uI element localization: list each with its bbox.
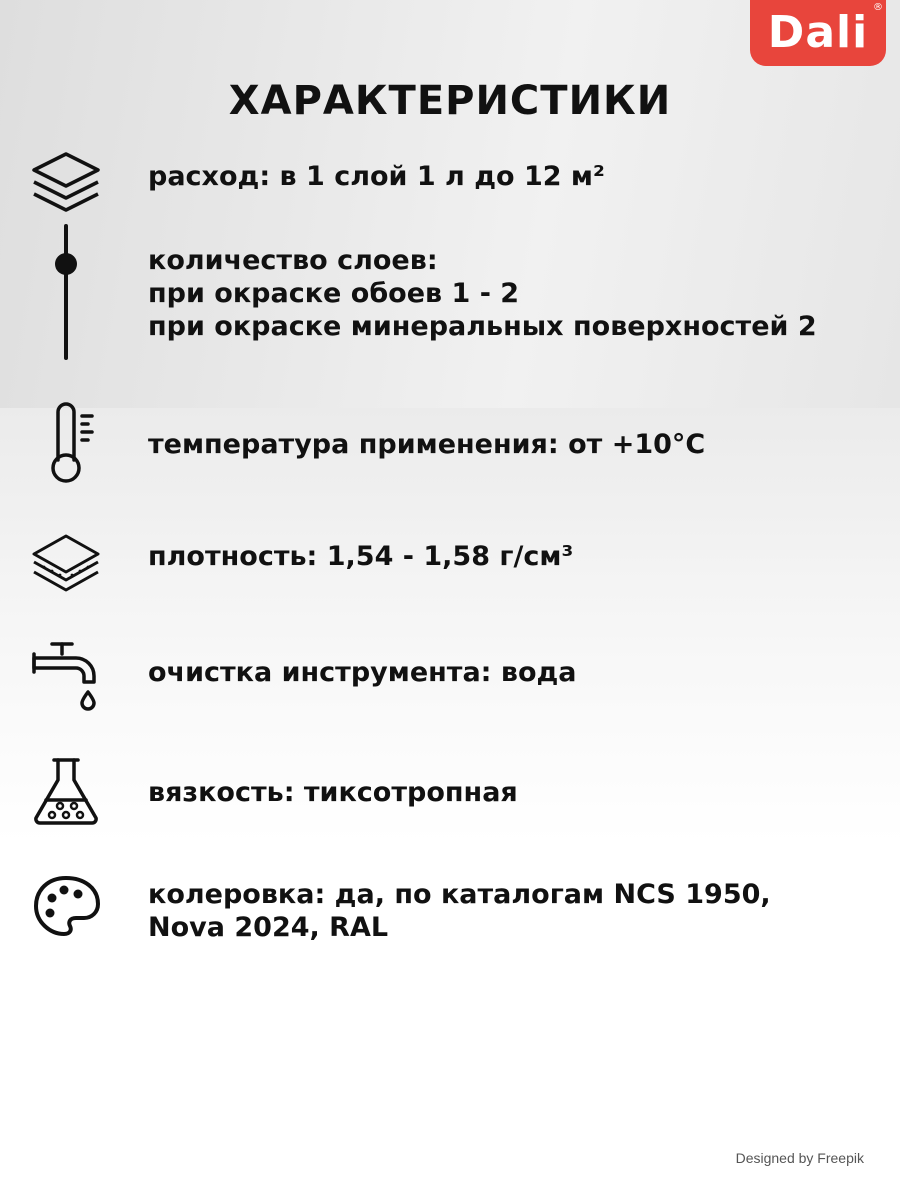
spec-viscosity-line: вязкость: тиксотропная xyxy=(148,777,518,808)
spec-density-line: плотность: 1,54 - 1,58 г/см³ xyxy=(148,541,574,572)
logo-text: Dali xyxy=(767,6,869,58)
layers-icon xyxy=(28,150,104,222)
spec-text xyxy=(148,878,771,944)
spec-text xyxy=(148,656,577,689)
faucet-icon xyxy=(28,636,104,716)
spec-text xyxy=(148,776,518,809)
flask-icon xyxy=(28,756,104,826)
spec-temperature-line: температура применения: от +10°C xyxy=(148,429,706,460)
spec-text xyxy=(148,160,605,193)
spec-consumption-line: расход: в 1 слой 1 л до 12 м² xyxy=(148,161,605,192)
spec-tinting-line1: колеровка: да, по каталогам NCS 1950, xyxy=(148,879,771,910)
spec-text xyxy=(148,428,705,461)
layer-count-icon xyxy=(28,222,104,362)
palette-icon xyxy=(28,872,104,942)
image-credit: Designed by Freepik xyxy=(735,1150,864,1166)
thermometer-icon xyxy=(28,402,104,486)
spec-layers-mineral: при окраске минеральных поверхностей 2 xyxy=(148,311,817,342)
spec-layers-title: количество слоев: xyxy=(148,245,438,276)
spec-text xyxy=(148,540,573,573)
spec-cleaning-line: очистка инструмента: вода xyxy=(148,657,577,688)
brand-logo xyxy=(750,0,886,66)
spec-tinting-line2: Nova 2024, RAL xyxy=(148,912,389,943)
registered-mark: ® xyxy=(873,2,883,13)
spec-text xyxy=(148,244,817,343)
page-title: ХАРАКТЕРИСТИКИ xyxy=(228,78,672,124)
density-icon xyxy=(28,530,104,600)
spec-layers-wallpaper: при окраске обоев 1 - 2 xyxy=(148,278,520,309)
